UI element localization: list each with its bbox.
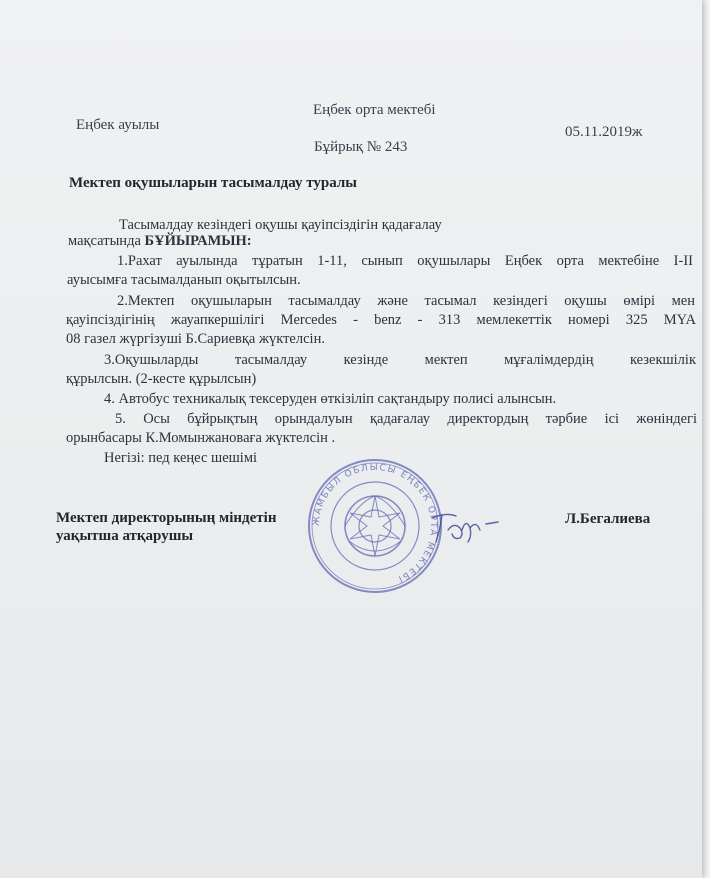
- item-1-line-1: 1.Рахат ауылында тұратын 1-11, сынып оқушылары Еңбек орта мектебіне I-II: [117, 253, 693, 269]
- order-number: Бұйрық № 243: [314, 139, 408, 155]
- handwritten-signature: [426, 502, 506, 548]
- intro-keyword: БҰЙЫРАМЫН:: [144, 233, 252, 249]
- school-seal: [306, 457, 444, 595]
- signer-position-line-2: уақытша атқарушы: [56, 528, 194, 544]
- school-name: Еңбек орта мектебі: [313, 102, 436, 118]
- intro-line-1: Тасымалдау кезіндегі оқушы қауіпсіздігін қадағалау: [119, 217, 442, 233]
- order-date: 05.11.2019ж: [565, 124, 643, 140]
- item-3-line-2: құрылсын. (2-кесте құрылсын): [66, 371, 257, 387]
- item-5-line-2: орынбасары К.Момынжановаға жүктелсін .: [66, 430, 336, 446]
- intro-line-2: [68, 233, 252, 250]
- item-2-line-1: 2.Мектеп оқушыларын тасымалдау және тасымал кезіндегі оқушы өмірі мен: [117, 293, 695, 309]
- item-2-line-2: қауіпсіздігінің жауапкершілігі Mercedes - benz - 313 мемлекеттік номері 325 MYA: [66, 312, 696, 328]
- seal-text: ЖАМБЫЛ ОБЛЫСЫ ЕҢБЕК ОРТА МЕКТЕБІ: [311, 462, 439, 584]
- item-1-line-2: ауысымға тасымалданып оқытылсын.: [67, 272, 301, 288]
- signer-name: Л.Бегалиева: [565, 511, 651, 527]
- item-5-line-1: 5. Осы бұйрықтың орындалуын қадағалау директордың тәрбие ісі жөніндегі: [115, 411, 697, 427]
- item-4-line-1: 4. Автобус техникалық тексеруден өткізіліп сақтандыру полисі алынсын.: [104, 391, 557, 407]
- intro-prefix: мақсатында: [68, 233, 141, 249]
- item-3-line-1: 3.Оқушыларды тасымалдау кезінде мектеп мұғалімдердің кезекшілік: [104, 352, 696, 368]
- order-title: Мектеп оқушыларын тасымалдау туралы: [69, 175, 357, 191]
- signer-position-line-1: Мектеп директорының міндетін: [56, 510, 277, 526]
- village-name: Еңбек ауылы: [76, 117, 160, 133]
- item-2-line-3: 08 газел жүргізуші Б.Сариевқа жүктелсін.: [66, 331, 325, 347]
- basis-line: Негізі: пед кеңес шешімі: [104, 450, 258, 466]
